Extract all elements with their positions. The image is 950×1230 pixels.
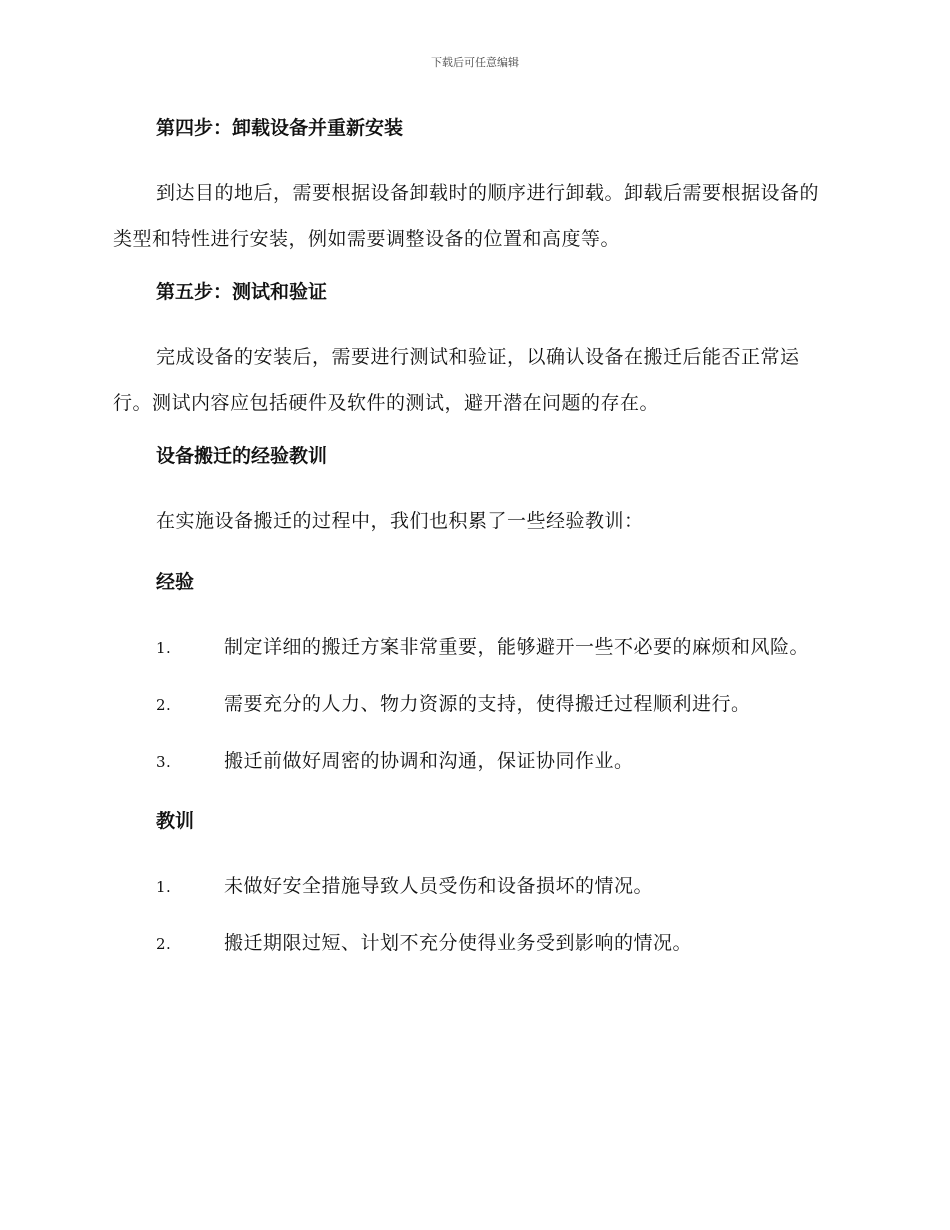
list-text: 需要充分的人力、物力资源的支持，使得搬迁过程顺利进行。 bbox=[224, 693, 751, 715]
step-four-heading: 第四步：卸载设备并重新安装 bbox=[156, 117, 404, 139]
page-header: 下载后可任意编辑 bbox=[431, 56, 519, 69]
teaching-item-2 bbox=[113, 920, 835, 967]
step-five-heading: 第五步：测试和验证 bbox=[156, 281, 328, 303]
list-text: 未做好安全措施导致人员受伤和设备损坏的情况。 bbox=[224, 875, 654, 897]
document-body bbox=[113, 112, 835, 977]
list-number: 1. bbox=[156, 878, 172, 896]
list-number: 3. bbox=[156, 753, 172, 771]
experience-item-1 bbox=[113, 624, 835, 671]
teaching-heading: 教训 bbox=[156, 810, 195, 832]
list-number: 2. bbox=[156, 935, 172, 953]
lessons-intro: 在实施设备搬迁的过程中，我们也积累了一些经验教训： bbox=[156, 510, 644, 532]
list-number: 1. bbox=[156, 639, 172, 657]
list-text: 搬迁期限过短、计划不充分使得业务受到影响的情况。 bbox=[224, 932, 693, 954]
list-text: 制定详细的搬迁方案非常重要，能够避开一些不必要的麻烦和风险。 bbox=[224, 636, 810, 658]
experience-item-3 bbox=[113, 738, 835, 785]
list-number: 2. bbox=[156, 696, 172, 714]
experience-item-2 bbox=[113, 681, 835, 728]
lessons-heading: 设备搬迁的经验教训 bbox=[156, 445, 328, 467]
list-text: 搬迁前做好周密的协调和沟通，保证协同作业。 bbox=[224, 750, 634, 772]
step-four-paragraph: 到达目的地后，需要根据设备卸载时的顺序进行卸载。卸载后需要根据设备的类型和特性进行安装，例如需要调整设备的位置和高度等。 bbox=[113, 182, 820, 250]
teaching-item-1 bbox=[113, 863, 835, 910]
experience-heading: 经验 bbox=[156, 571, 195, 593]
step-five-paragraph: 完成设备的安装后，需要进行测试和验证，以确认设备在搬迁后能否正常运行。测试内容应包括硬件及软件的测试，避开潜在问题的存在。 bbox=[113, 346, 800, 414]
